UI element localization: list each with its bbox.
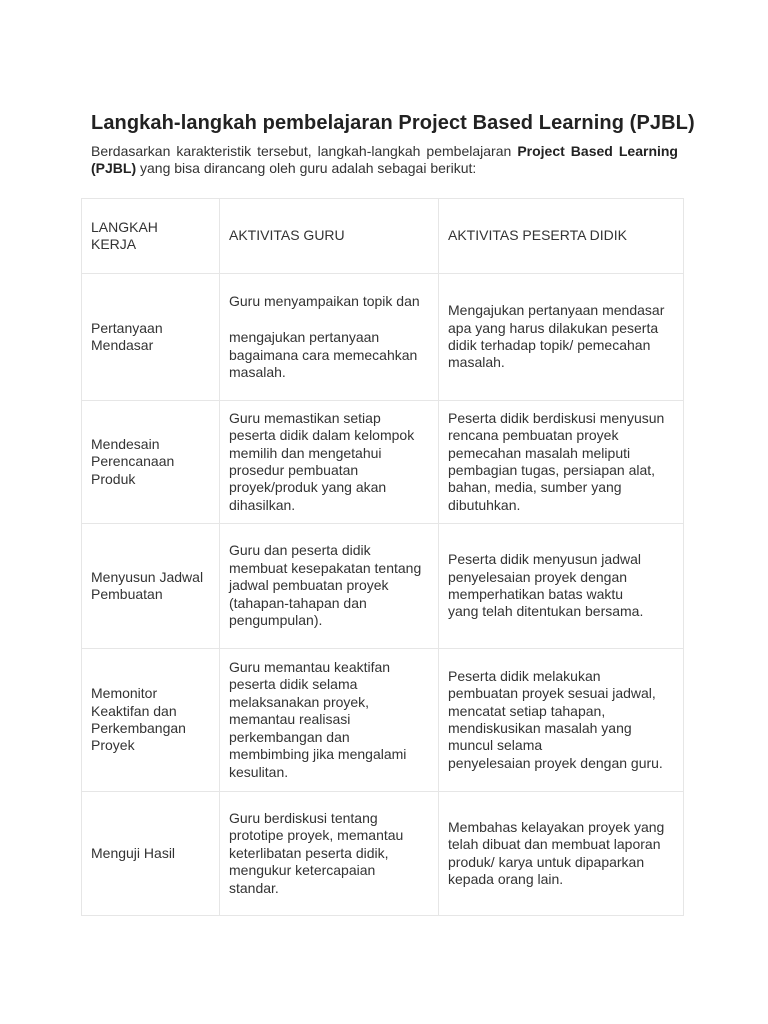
siswa-line: Mengajukan pertanyaan mendasar xyxy=(448,302,665,319)
header-line: AKTIVITAS GURU xyxy=(229,227,345,244)
header-line: KERJA xyxy=(91,236,137,252)
step-line: Pembuatan xyxy=(91,586,163,602)
siswa-line: Peserta didik melakukan xyxy=(448,667,601,684)
step-cell xyxy=(82,401,220,524)
siswa-line: kepada orang lain. xyxy=(448,870,564,887)
guru-line: membimbing jika mengalami xyxy=(229,746,407,763)
page-title: Langkah-langkah pembelajaran Project Based Learning (PJBL) xyxy=(91,112,695,134)
step-line: Menguji Hasil xyxy=(91,844,176,861)
guru-line: kesulitan. xyxy=(229,763,289,780)
siswa-line: didik terhadap topik/ pemecahan xyxy=(448,337,651,353)
step-line: Menyusun Jadwal xyxy=(91,568,204,585)
guru-activity-cell xyxy=(220,401,439,524)
guru-line: membuat kesepakatan tentang xyxy=(229,559,422,576)
siswa-line: telah dibuat dan membuat laporan xyxy=(448,836,661,853)
guru-line: Guru berdiskusi tentang xyxy=(229,809,378,826)
guru-activity-cell xyxy=(220,274,439,401)
siswa-line: masalah. xyxy=(448,354,505,371)
siswa-line: Peserta didik menyusun jadwal xyxy=(448,551,641,568)
guru-line: prototipe proyek, memantau xyxy=(229,827,404,844)
guru-line: (tahapan-tahapan dan xyxy=(229,594,367,611)
guru-line: memilih dan mengetahui xyxy=(229,444,382,461)
siswa-line: Membahas kelayakan proyek yang xyxy=(448,818,665,835)
guru-line: prosedur pembuatan xyxy=(229,462,359,478)
siswa-line: penyelesaian proyek dengan xyxy=(448,568,628,585)
table-row xyxy=(82,792,684,916)
step-line: Produk xyxy=(91,470,136,487)
paragraph-gap xyxy=(229,310,430,329)
guru-line: perkembangan dan xyxy=(229,728,350,745)
siswa-line: produk/ karya untuk dipaparkan xyxy=(448,853,645,870)
siswa-line: apa yang harus dilakukan peserta xyxy=(448,319,659,336)
siswa-line: pembuatan proyek sesuai jadwal, xyxy=(448,685,656,702)
guru-line: jadwal pembuatan proyek xyxy=(229,577,389,594)
guru-line: Guru memastikan setiap xyxy=(229,409,381,426)
siswa-line: mencatat setiap tahapan, xyxy=(448,702,606,719)
siswa-line: bahan, media, sumber yang xyxy=(448,479,622,496)
header-aktivitas-peserta-didik xyxy=(439,199,684,274)
siswa-activity-cell xyxy=(439,792,684,916)
guru-line: masalah. xyxy=(229,363,286,380)
siswa-activity-cell xyxy=(439,274,684,401)
step-line: Perencanaan xyxy=(91,453,175,470)
table-row xyxy=(82,649,684,792)
step-line: Perkembangan xyxy=(91,720,186,736)
header-aktivitas-guru xyxy=(220,199,439,274)
step-cell xyxy=(82,274,220,401)
intro-suffix: yang bisa dirancang oleh guru adalah sebagai berikut: xyxy=(136,160,477,176)
step-line: Mendesain xyxy=(91,435,160,452)
siswa-activity-cell xyxy=(439,649,684,792)
guru-line: pengumpulan). xyxy=(229,612,323,629)
siswa-line: Peserta didik berdiskusi menyusun xyxy=(448,409,665,426)
guru-line: bagaimana cara memecahkan xyxy=(229,346,418,363)
siswa-line: mendiskusikan masalah yang xyxy=(448,720,632,736)
intro-bold: Project Based Learning (PJBL) xyxy=(91,143,678,176)
guru-line: peserta didik selama xyxy=(229,676,358,693)
guru-line: standar. xyxy=(229,879,279,896)
header-langkah-kerja xyxy=(82,199,220,274)
step-line: Pertanyaan xyxy=(91,319,163,336)
guru-line: Guru menyampaikan topik dan xyxy=(229,292,420,309)
guru-activity-cell xyxy=(220,524,439,649)
siswa-line: memperhatikan batas waktu xyxy=(448,586,624,602)
header-line: AKTIVITAS PESERTA DIDIK xyxy=(448,227,627,244)
table-header-row xyxy=(82,199,684,274)
siswa-line: rencana pembuatan proyek xyxy=(448,427,619,444)
guru-line: memantau realisasi xyxy=(229,711,351,728)
siswa-line: pemecahan masalah meliputi xyxy=(448,444,631,461)
header-line: LANGKAH xyxy=(91,218,158,235)
intro-prefix: Berdasarkan karakteristik tersebut, langkah-langkah pembelajaran xyxy=(91,143,518,159)
guru-activity-cell xyxy=(220,792,439,916)
guru-line: proyek/produk yang akan xyxy=(229,479,387,496)
siswa-activity-cell xyxy=(439,524,684,649)
guru-line: dihasilkan. xyxy=(229,496,296,513)
siswa-line: pembagian tugas, persiapan alat, xyxy=(448,462,656,478)
step-line: Keaktifan dan xyxy=(91,702,177,719)
table-row xyxy=(82,524,684,649)
guru-activity-cell xyxy=(220,649,439,792)
guru-line: peserta didik dalam kelompok xyxy=(229,427,415,444)
siswa-activity-cell xyxy=(439,401,684,524)
siswa-line: dibutuhkan. xyxy=(448,496,521,513)
guru-line: mengukur ketercapaian xyxy=(229,862,376,879)
siswa-line: muncul selama xyxy=(448,737,543,754)
guru-line: mengajukan pertanyaan xyxy=(229,329,380,346)
step-line: Memonitor xyxy=(91,685,158,702)
step-line: Proyek xyxy=(91,737,135,754)
guru-line: keterlibatan peserta didik, xyxy=(229,844,389,861)
siswa-line: yang telah ditentukan bersama. xyxy=(448,603,644,620)
intro-paragraph xyxy=(91,143,678,177)
pjbl-steps-table xyxy=(81,198,684,916)
step-cell xyxy=(82,524,220,649)
guru-line: melaksanakan proyek, xyxy=(229,693,370,710)
table-row xyxy=(82,401,684,524)
guru-line: Guru memantau keaktifan xyxy=(229,659,391,676)
siswa-line: penyelesaian proyek dengan guru. xyxy=(448,754,663,771)
step-cell xyxy=(82,649,220,792)
table-row xyxy=(82,274,684,401)
guru-line: Guru dan peserta didik xyxy=(229,542,371,559)
step-line: Mendasar xyxy=(91,337,154,353)
step-cell xyxy=(82,792,220,916)
